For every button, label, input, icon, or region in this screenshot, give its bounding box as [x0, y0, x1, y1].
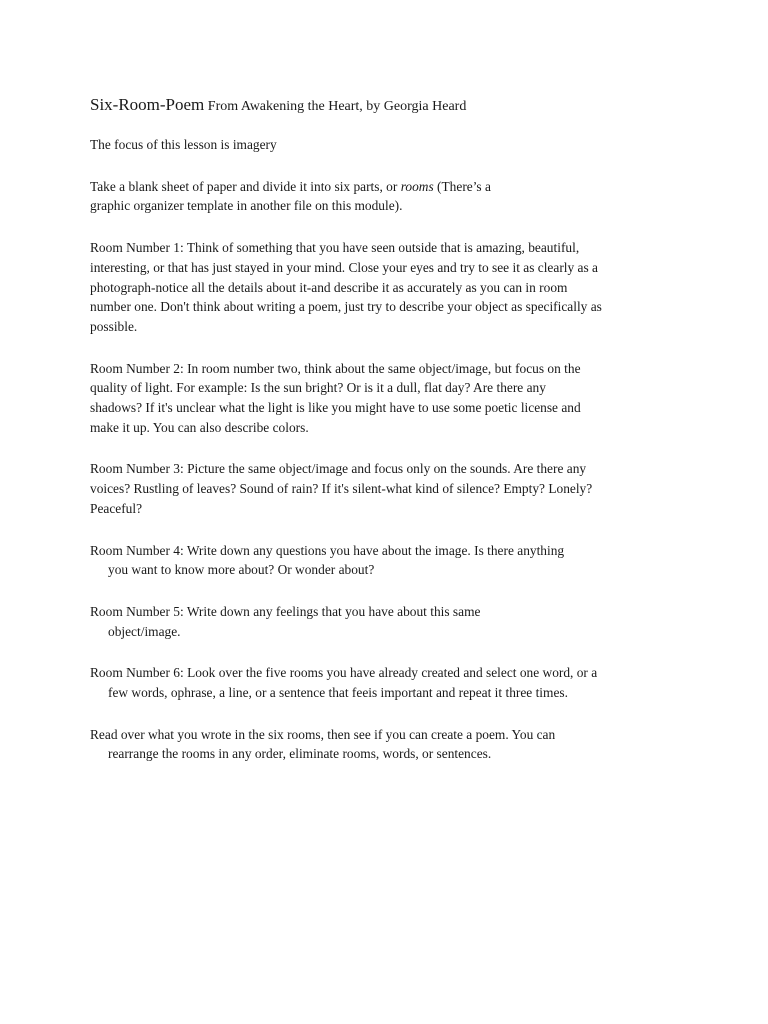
room-4-line: Room Number 4: Write down any questions you have about the image. Is there anything	[90, 542, 565, 558]
intro-text-before: Take a blank sheet of paper and divide it into six parts, or	[90, 178, 401, 194]
room-4-paragraph	[90, 541, 650, 580]
title-line	[90, 95, 650, 117]
room-2-line: shadows? If it's unclear what the light is like you might have to use some poetic license and	[90, 400, 581, 416]
room-4-line: you want to know more about? Or wonder about?	[108, 562, 375, 578]
room-5-line: Room Number 5: Write down any feelings that you have about this same	[90, 603, 481, 619]
room-3-line: Peaceful?	[90, 500, 143, 516]
room-6-line: few words, ophrase, a line, or a sentence that feeis important and repeat it three times.	[108, 685, 568, 701]
closing-paragraph	[90, 725, 650, 764]
focus-text: The focus of this lesson is imagery	[90, 137, 277, 152]
intro-paragraph	[90, 177, 650, 216]
title-source: From Awakening the Heart, by Georgia Heard	[207, 99, 467, 114]
page-title: Six-Room-Poem	[90, 95, 205, 114]
room-3-line: voices? Rustling of leaves? Sound of rain? If it's silent-what kind of silence? Empty? Lonely?	[90, 481, 593, 497]
room-6-paragraph	[90, 663, 650, 702]
room-1-line: Room Number 1: Think of something that you have seen outside that is amazing, beautiful,	[90, 240, 580, 256]
room-3-line: Room Number 3: Picture the same object/image and focus only on the sounds. Are there any	[90, 461, 587, 477]
room-1-line: interesting, or that has just stayed in your mind. Close your eyes and try to see it as clearly as a	[90, 259, 598, 275]
room-5-paragraph	[90, 602, 650, 641]
room-3-paragraph	[90, 459, 650, 518]
closing-line: Read over what you wrote in the six rooms, then see if you can create a poem. You can	[90, 726, 556, 742]
closing-line: rearrange the rooms in any order, eliminate rooms, words, or sentences.	[108, 746, 492, 762]
room-1-line: number one. Don't think about writing a poem, just try to describe your object as specifically as	[90, 299, 602, 315]
intro-line-2: graphic organizer template in another file on this module).	[90, 198, 403, 214]
room-2-line: Room Number 2: In room number two, think about the same object/image, but focus on the	[90, 360, 581, 376]
room-6-line: Room Number 6: Look over the five rooms you have already created and select one word, or a	[90, 665, 598, 681]
room-1-paragraph	[90, 238, 650, 337]
room-2-line: quality of light. For example: Is the sun bright? Or is it a dull, flat day? Are there any	[90, 380, 546, 396]
document-page	[90, 95, 650, 786]
intro-text-after: (There’s a	[433, 178, 491, 194]
room-2-paragraph	[90, 359, 650, 438]
room-5-line: object/image.	[108, 623, 181, 639]
intro-line-1	[90, 177, 650, 197]
intro-italic-word: rooms	[400, 178, 434, 194]
room-1-line: possible.	[90, 318, 138, 334]
room-1-line: photograph-notice all the details about it-and describe it as accurately as you can in room	[90, 279, 568, 295]
focus-statement	[90, 135, 650, 155]
room-2-line: make it up. You can also describe colors.	[90, 419, 309, 435]
